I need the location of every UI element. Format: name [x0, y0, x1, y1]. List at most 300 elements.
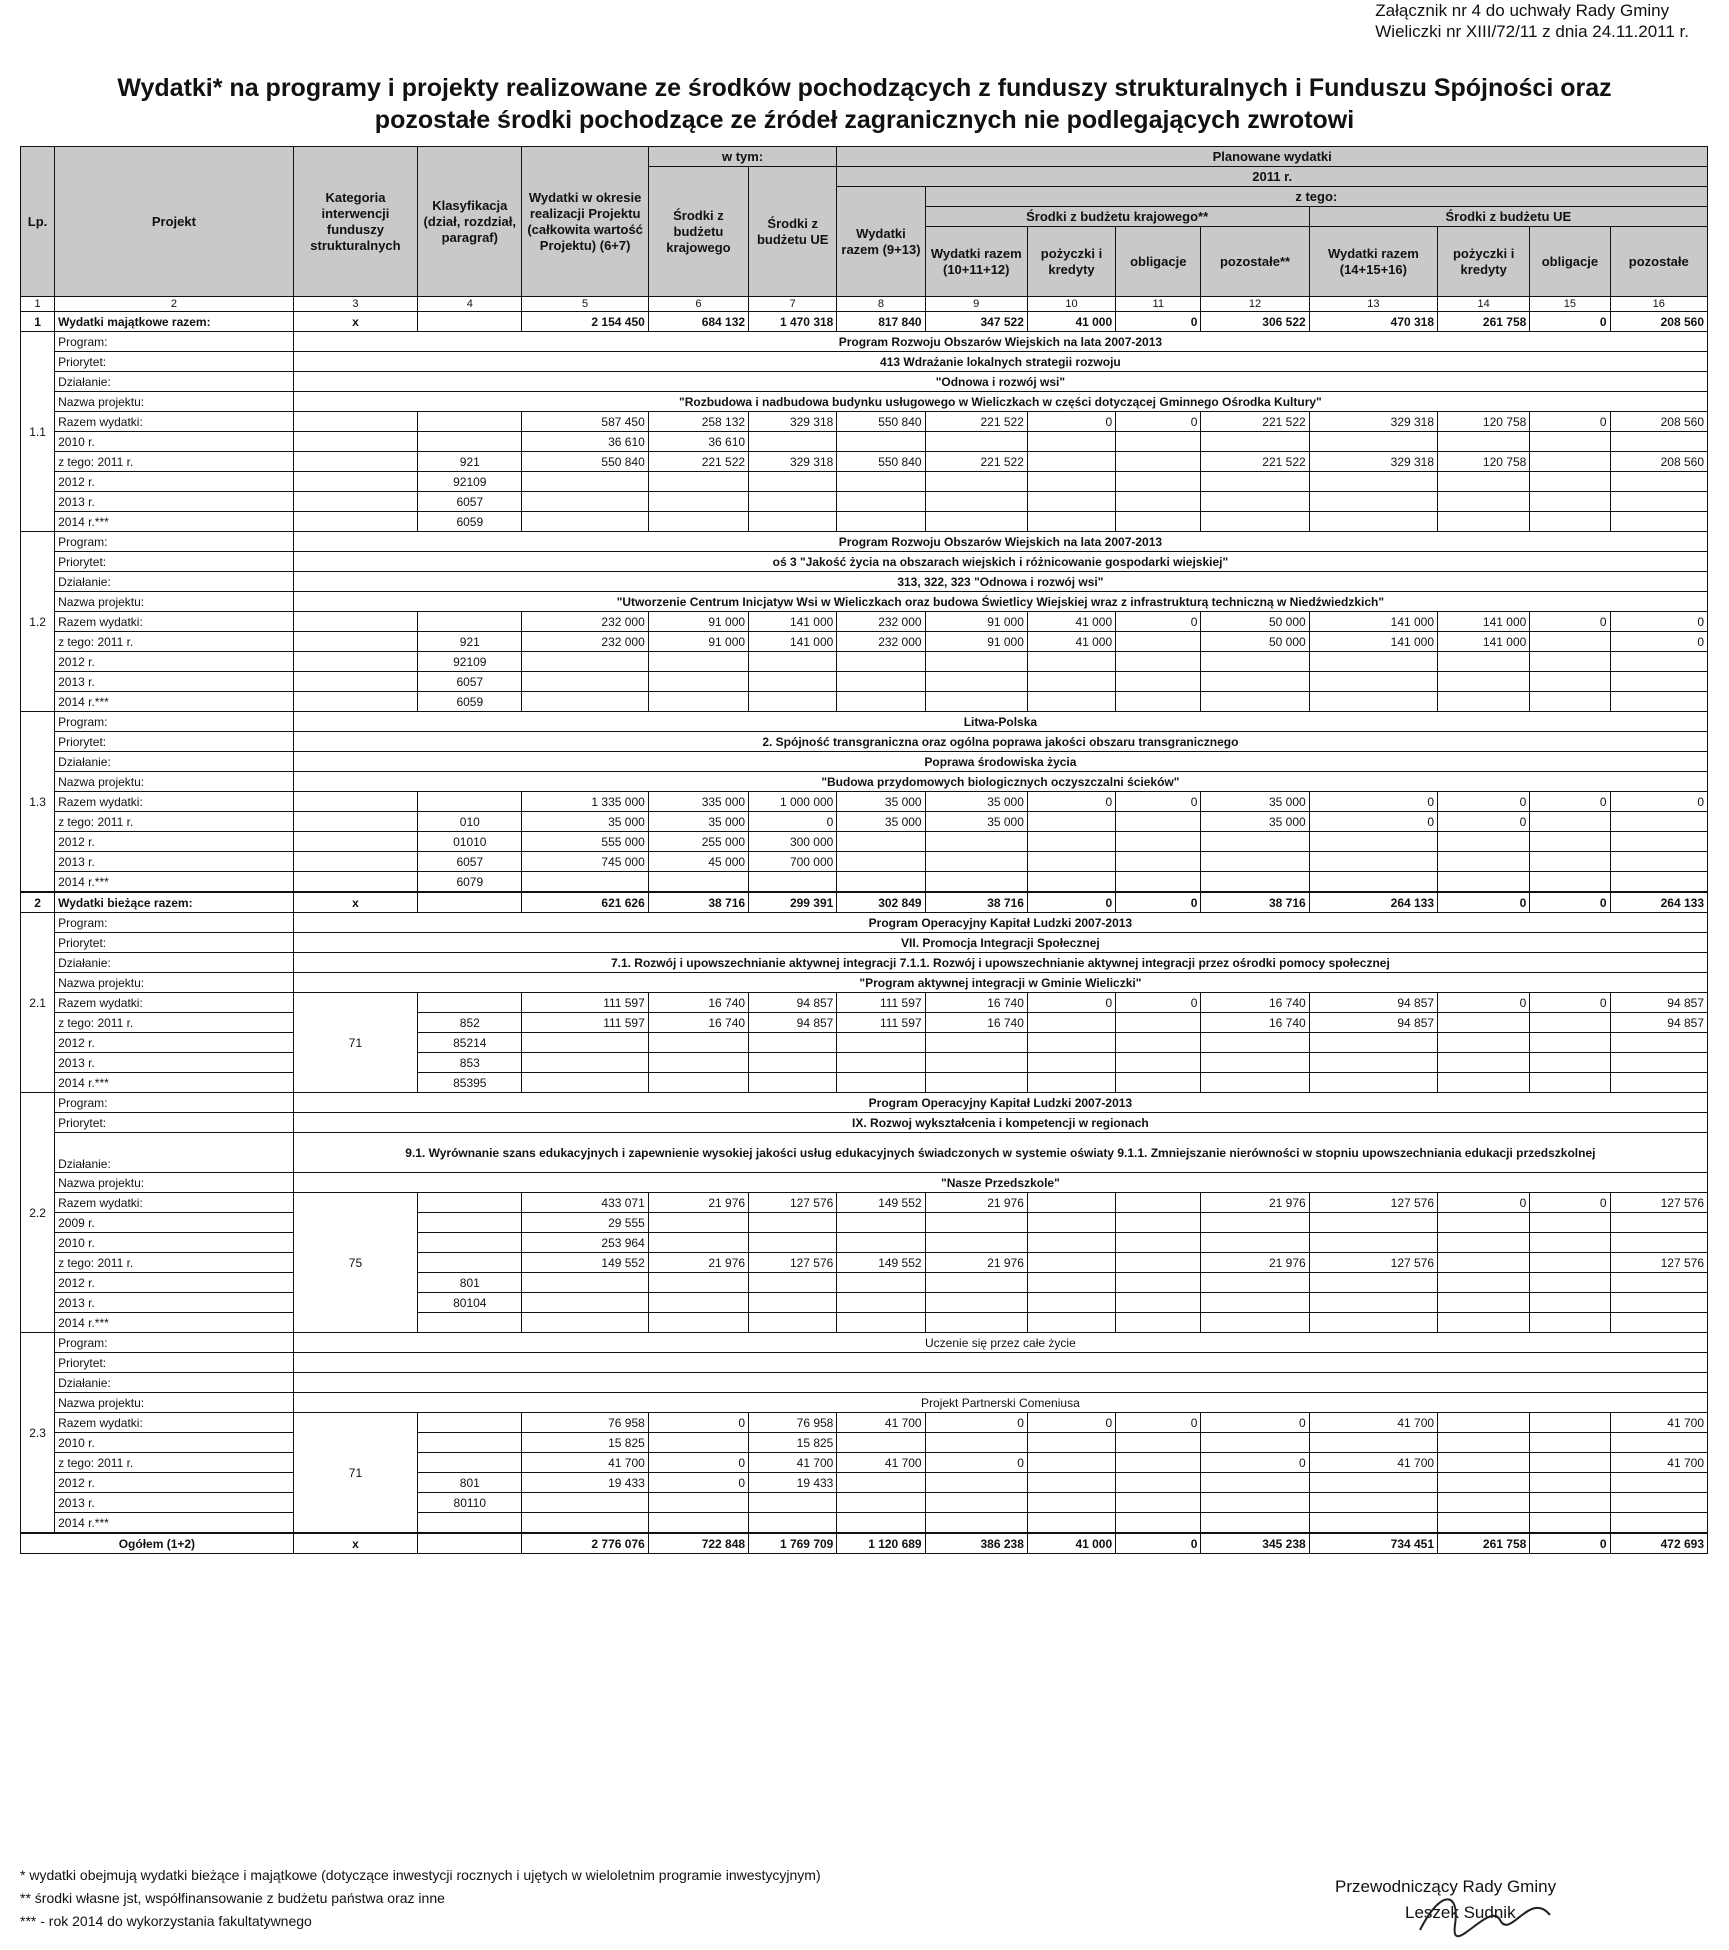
value-cell: [522, 652, 648, 672]
value-cell: [1309, 492, 1437, 512]
label-dzialanie: Działanie:: [55, 372, 294, 392]
label-nazwa: Nazwa projektu:: [55, 592, 294, 612]
p22-razem-row: [21, 1193, 1708, 1213]
value-cell: 221 522: [925, 452, 1027, 472]
value-cell: [1438, 1013, 1530, 1033]
signature-name: Leszek Sudnik: [1405, 1903, 1516, 1922]
klas-code: 853: [418, 1053, 522, 1073]
value-cell: [1309, 1073, 1437, 1093]
value-cell: 36 610: [522, 432, 648, 452]
value-cell: [1309, 1473, 1437, 1493]
value-cell: [1610, 812, 1707, 832]
p22-dzialanie-row: [21, 1133, 1708, 1173]
value-cell: [1438, 692, 1530, 712]
value-cell: [1116, 472, 1201, 492]
value-cell: 2 776 076: [522, 1533, 648, 1554]
p23-dzialanie-row: [21, 1373, 1708, 1393]
p13-dzialanie-row: [21, 752, 1708, 772]
value-cell: 232 000: [522, 632, 648, 652]
value-cell: 0: [1530, 993, 1610, 1013]
value-cell: 261 758: [1438, 312, 1530, 332]
lp-cell: 2.3: [21, 1333, 55, 1534]
label-program: Program:: [55, 712, 294, 732]
dzialanie-name: "Odnowa i rozwój wsi": [293, 372, 1707, 392]
label-2012: 2012 r.: [55, 472, 294, 492]
value-cell: [1027, 1193, 1115, 1213]
value-cell: 0: [925, 1413, 1027, 1433]
p22-2011-row: [21, 1253, 1708, 1273]
value-cell: 0: [1027, 892, 1115, 913]
value-cell: [1027, 1253, 1115, 1273]
value-cell: 111 597: [522, 993, 648, 1013]
label-2011: z tego: 2011 r.: [55, 632, 294, 652]
value-cell: 734 451: [1309, 1533, 1437, 1554]
value-cell: [648, 472, 748, 492]
value-cell: [1610, 492, 1707, 512]
project-name: "Utworzenie Centrum Inicjatyw Wsi w Wieliczkach oraz budowa Świetlicy Wiejskiej wraz z infrastrukturą techniczną w Niedźwiedzkich": [293, 592, 1707, 612]
footnote-1: * wydatki obejmują wydatki bieżące i majątkowe (dotyczące inwestycji rocznych i ujętych w wieloletnim programie inwestycyjnym): [20, 1867, 821, 1883]
value-cell: 0: [1530, 1193, 1610, 1213]
label-dzialanie: Działanie:: [55, 1133, 294, 1173]
label-2013: 2013 r.: [55, 492, 294, 512]
value-cell: [522, 1313, 648, 1333]
value-cell: [1438, 1433, 1530, 1453]
value-cell: [1116, 1013, 1201, 1033]
value-cell: [1530, 492, 1610, 512]
klas-code: 80110: [418, 1493, 522, 1513]
p23-priorytet-row: [21, 1353, 1708, 1373]
p11-priorytet-row: [21, 352, 1708, 372]
value-cell: [522, 1493, 648, 1513]
value-cell: [925, 1273, 1027, 1293]
priorytet-name: 2. Spójność transgraniczna oraz ogólna poprawa jakości obszaru transgranicznego: [293, 732, 1707, 752]
value-cell: [1201, 1273, 1309, 1293]
value-cell: [925, 432, 1027, 452]
klas-code: 6079: [418, 872, 522, 893]
value-cell: [837, 1273, 925, 1293]
value-cell: [1309, 852, 1437, 872]
value-cell: [837, 1213, 925, 1233]
value-cell: [749, 1233, 837, 1253]
label-priorytet: Priorytet:: [55, 732, 294, 752]
value-cell: 35 000: [1201, 792, 1309, 812]
value-cell: [837, 1053, 925, 1073]
value-cell: [749, 1513, 837, 1534]
col-pozostale-header: pozostałe: [1610, 227, 1707, 297]
p13-2011-row: [21, 812, 1708, 832]
z-tego-header: z tego:: [925, 187, 1707, 207]
value-cell: [837, 1513, 925, 1534]
value-cell: [1610, 672, 1707, 692]
value-cell: [1530, 872, 1610, 893]
label-program: Program:: [55, 1333, 294, 1353]
lp-cell: 1: [21, 312, 55, 332]
value-cell: [749, 1053, 837, 1073]
p13-priorytet-row: [21, 732, 1708, 752]
value-cell: [1201, 512, 1309, 532]
value-cell: [1027, 1213, 1115, 1233]
value-cell: [1027, 872, 1115, 893]
value-cell: [749, 432, 837, 452]
col-number: 10: [1027, 297, 1115, 312]
value-cell: 0: [1027, 993, 1115, 1013]
value-cell: [1309, 1293, 1437, 1313]
value-cell: [1201, 1313, 1309, 1333]
value-cell: 550 840: [837, 452, 925, 472]
value-cell: [749, 672, 837, 692]
value-cell: [1530, 1413, 1610, 1433]
p12-2011-row: [21, 632, 1708, 652]
value-cell: [1027, 1053, 1115, 1073]
value-cell: 41 000: [1027, 632, 1115, 652]
value-cell: [925, 1213, 1027, 1233]
value-cell: 472 693: [1610, 1533, 1707, 1554]
value-cell: 111 597: [522, 1013, 648, 1033]
grand-total-label: Ogółem (1+2): [21, 1533, 294, 1554]
klas-code: 801: [418, 1473, 522, 1493]
value-cell: 208 560: [1610, 412, 1707, 432]
col-pozyczki2-header: pożyczki i kredyty: [1438, 227, 1530, 297]
p22-2009-row: [21, 1213, 1708, 1233]
p13-razem-row: [21, 792, 1708, 812]
rok-2011-header: 2011 r.: [837, 167, 1708, 187]
value-cell: 0: [1438, 1193, 1530, 1213]
program-name: Litwa-Polska: [293, 712, 1707, 732]
value-cell: [925, 1493, 1027, 1513]
p22-2010-row: [21, 1233, 1708, 1253]
value-cell: [1610, 1033, 1707, 1053]
value-cell: [1438, 1033, 1530, 1053]
label-2013: 2013 r.: [55, 852, 294, 872]
column-numbers-row: [21, 297, 1708, 312]
dzialanie-name: 313, 322, 323 "Odnowa i rozwój wsi": [293, 572, 1707, 592]
value-cell: 127 576: [749, 1193, 837, 1213]
klas-code: 921: [418, 452, 522, 472]
value-cell: [1027, 652, 1115, 672]
value-cell: 21 976: [648, 1253, 748, 1273]
value-cell: [1610, 852, 1707, 872]
value-cell: [1116, 1473, 1201, 1493]
value-cell: [1530, 1433, 1610, 1453]
p12-razem-row: [21, 612, 1708, 632]
lp-cell: 1.1: [21, 332, 55, 532]
title-line-2: pozostałe środki pochodzące ze źródeł zagranicznych nie podlegających zwrotowi: [374, 106, 1355, 134]
p23-2011-row: [21, 1453, 1708, 1473]
value-cell: [1530, 852, 1610, 872]
p23-2014-row: [21, 1513, 1708, 1534]
klas-code: 92109: [418, 652, 522, 672]
p11-2010-row: [21, 432, 1708, 452]
program-name: Uczenie się przez całe życie: [293, 1333, 1707, 1353]
value-cell: [1530, 1493, 1610, 1513]
sb-ue-header: Środki z budżetu UE: [1309, 207, 1707, 227]
value-cell: [749, 1493, 837, 1513]
value-cell: [648, 1433, 748, 1453]
value-cell: 221 522: [1201, 452, 1309, 472]
value-cell: 91 000: [648, 632, 748, 652]
value-cell: [1201, 1293, 1309, 1313]
p11-razem-row: [21, 412, 1708, 432]
sb-krajowego-header: Środki z budżetu krajowego**: [925, 207, 1309, 227]
value-cell: 91 000: [925, 632, 1027, 652]
value-cell: 0: [1116, 312, 1201, 332]
value-cell: [1027, 1493, 1115, 1513]
value-cell: [837, 472, 925, 492]
col-number: 7: [749, 297, 837, 312]
value-cell: [1530, 1053, 1610, 1073]
value-cell: [1027, 1513, 1115, 1534]
value-cell: [1438, 1073, 1530, 1093]
value-cell: 15 825: [522, 1433, 648, 1453]
value-cell: 253 964: [522, 1233, 648, 1253]
value-cell: [1116, 1053, 1201, 1073]
label-dzialanie: Działanie:: [55, 572, 294, 592]
klas-code: 921: [418, 632, 522, 652]
label-nazwa: Nazwa projektu:: [55, 392, 294, 412]
klas-code: 85395: [418, 1073, 522, 1093]
label-razem: Razem wydatki:: [55, 612, 294, 632]
value-cell: [749, 1073, 837, 1093]
value-cell: [1309, 1433, 1437, 1453]
value-cell: [1438, 832, 1530, 852]
value-cell: 0: [1438, 892, 1530, 913]
value-cell: [1610, 1473, 1707, 1493]
value-cell: 141 000: [749, 612, 837, 632]
lp-cell: 1.3: [21, 712, 55, 893]
label-2010: 2010 r.: [55, 1433, 294, 1453]
value-cell: [648, 1273, 748, 1293]
x-mark: x: [293, 1533, 417, 1554]
value-cell: [1610, 1273, 1707, 1293]
value-cell: [749, 1213, 837, 1233]
value-cell: [648, 1293, 748, 1313]
value-cell: [1116, 492, 1201, 512]
p22-nazwa-row: [21, 1173, 1708, 1193]
value-cell: [925, 1513, 1027, 1534]
value-cell: 232 000: [522, 612, 648, 632]
value-cell: 0: [1027, 792, 1115, 812]
page-title: [0, 72, 1729, 136]
value-cell: [837, 1033, 925, 1053]
value-cell: [522, 1513, 648, 1534]
value-cell: [925, 1473, 1027, 1493]
value-cell: 91 000: [925, 612, 1027, 632]
p13-2012-row: [21, 832, 1708, 852]
value-cell: [1610, 1233, 1707, 1253]
section-1-total-row: [21, 312, 1708, 332]
value-cell: [1116, 812, 1201, 832]
value-cell: 0: [1438, 792, 1530, 812]
label-2012: 2012 r.: [55, 1033, 294, 1053]
col-srodki-ue-header: Środki z budżetu UE: [749, 167, 837, 297]
value-cell: 1 335 000: [522, 792, 648, 812]
col-wydatki-razem-header: Wydatki razem (9+13): [837, 187, 925, 297]
value-cell: [1530, 1233, 1610, 1253]
col-number: 1: [21, 297, 55, 312]
value-cell: [1201, 872, 1309, 893]
value-cell: [837, 1473, 925, 1493]
section-name: Wydatki majątkowe razem:: [55, 312, 294, 332]
value-cell: [648, 1233, 748, 1253]
value-cell: [522, 1073, 648, 1093]
p11-nazwa-row: [21, 392, 1708, 412]
value-cell: [749, 492, 837, 512]
value-cell: [1530, 1253, 1610, 1273]
value-cell: [1027, 1033, 1115, 1053]
value-cell: [1530, 1073, 1610, 1093]
value-cell: 0: [1116, 612, 1201, 632]
value-cell: [1027, 832, 1115, 852]
value-cell: [1201, 1033, 1309, 1053]
value-cell: [648, 1033, 748, 1053]
value-cell: [749, 1293, 837, 1313]
attachment-line-2: Wieliczki nr XIII/72/11 z dnia 24.11.2011 r.: [1375, 22, 1689, 41]
value-cell: 0: [1610, 612, 1707, 632]
value-cell: [1201, 1513, 1309, 1534]
label-2014: 2014 r.***: [55, 1313, 294, 1333]
lp-cell: 2.2: [21, 1093, 55, 1333]
value-cell: [1530, 632, 1610, 652]
value-cell: [1438, 1313, 1530, 1333]
program-name: Program Rozwoju Obszarów Wiejskich na lata 2007-2013: [293, 332, 1707, 352]
value-cell: 120 758: [1438, 412, 1530, 432]
value-cell: 38 716: [1201, 892, 1309, 913]
value-cell: [1610, 1513, 1707, 1534]
value-cell: 141 000: [749, 632, 837, 652]
value-cell: 149 552: [837, 1253, 925, 1273]
value-cell: 41 700: [1610, 1413, 1707, 1433]
label-2012: 2012 r.: [55, 1473, 294, 1493]
col-number: 16: [1610, 297, 1707, 312]
value-cell: [1027, 852, 1115, 872]
value-cell: [1438, 1253, 1530, 1273]
value-cell: 0: [1610, 632, 1707, 652]
klas-code: 92109: [418, 472, 522, 492]
value-cell: [925, 1293, 1027, 1313]
value-cell: [749, 1033, 837, 1053]
priorytet-name: 413 Wdrażanie lokalnych strategii rozwoju: [293, 352, 1707, 372]
value-cell: [1309, 472, 1437, 492]
value-cell: [925, 1313, 1027, 1333]
program-name: Program Operacyjny Kapitał Ludzki 2007-2013: [293, 913, 1707, 933]
value-cell: [1116, 692, 1201, 712]
value-cell: [522, 1273, 648, 1293]
value-cell: [648, 1213, 748, 1233]
label-2014: 2014 r.***: [55, 512, 294, 532]
label-2014: 2014 r.***: [55, 692, 294, 712]
section-name: Wydatki bieżące razem:: [55, 892, 294, 913]
label-dzialanie: Działanie:: [55, 1373, 294, 1393]
value-cell: 19 433: [749, 1473, 837, 1493]
value-cell: [749, 472, 837, 492]
value-cell: [1530, 1013, 1610, 1033]
value-cell: [522, 512, 648, 532]
value-cell: 41 700: [1610, 1453, 1707, 1473]
value-cell: 1 120 689: [837, 1533, 925, 1554]
klas-code: 6057: [418, 672, 522, 692]
p23-2010-row: [21, 1433, 1708, 1453]
value-cell: 745 000: [522, 852, 648, 872]
value-cell: [648, 872, 748, 893]
value-cell: [837, 1233, 925, 1253]
value-cell: 94 857: [749, 993, 837, 1013]
value-cell: 127 576: [1610, 1253, 1707, 1273]
p11-program-row: [21, 332, 1708, 352]
value-cell: [1610, 1073, 1707, 1093]
value-cell: 0: [1027, 1413, 1115, 1433]
p12-dzialanie-row: [21, 572, 1708, 592]
p21-2011-row: [21, 1013, 1708, 1033]
value-cell: 41 700: [1309, 1413, 1437, 1433]
value-cell: [837, 1433, 925, 1453]
value-cell: [1438, 652, 1530, 672]
expenditure-table: [20, 146, 1708, 1554]
value-cell: 141 000: [1309, 612, 1437, 632]
value-cell: 16 740: [1201, 1013, 1309, 1033]
p11-2012-row: [21, 472, 1708, 492]
value-cell: [1530, 1473, 1610, 1493]
value-cell: 0: [1309, 792, 1437, 812]
value-cell: [522, 692, 648, 712]
header-row-1: [21, 147, 1708, 167]
col-number: 3: [293, 297, 417, 312]
value-cell: 0: [1530, 1533, 1610, 1554]
value-cell: [1530, 1513, 1610, 1534]
value-cell: 16 740: [925, 1013, 1027, 1033]
value-cell: 38 716: [925, 892, 1027, 913]
value-cell: 41 000: [1027, 312, 1115, 332]
value-cell: [1201, 692, 1309, 712]
value-cell: 41 000: [1027, 1533, 1115, 1554]
label-2009: 2009 r.: [55, 1213, 294, 1233]
value-cell: 127 576: [1309, 1193, 1437, 1213]
value-cell: [1309, 1273, 1437, 1293]
value-cell: [1438, 872, 1530, 893]
label-2014: 2014 r.***: [55, 872, 294, 893]
grand-total-row: [21, 1533, 1708, 1554]
label-2011: z tego: 2011 r.: [55, 1013, 294, 1033]
planowane-header: Planowane wydatki: [837, 147, 1708, 167]
value-cell: [1309, 1053, 1437, 1073]
p11-dzialanie-row: [21, 372, 1708, 392]
value-cell: [1201, 672, 1309, 692]
value-cell: 149 552: [522, 1253, 648, 1273]
value-cell: 50 000: [1201, 612, 1309, 632]
col-wydatki-razem-10-12-header: Wydatki razem (10+11+12): [925, 227, 1027, 297]
p22-program-row: [21, 1093, 1708, 1113]
value-cell: [1201, 1473, 1309, 1493]
value-cell: 261 758: [1438, 1533, 1530, 1554]
value-cell: 94 857: [1309, 1013, 1437, 1033]
value-cell: 345 238: [1201, 1533, 1309, 1554]
value-cell: [925, 672, 1027, 692]
value-cell: 0: [1116, 892, 1201, 913]
value-cell: 433 071: [522, 1193, 648, 1213]
value-cell: 722 848: [648, 1533, 748, 1554]
value-cell: [1027, 1233, 1115, 1253]
col-number: 2: [55, 297, 294, 312]
value-cell: 41 700: [837, 1453, 925, 1473]
value-cell: [1610, 432, 1707, 452]
value-cell: [648, 1513, 748, 1534]
value-cell: [749, 512, 837, 532]
value-cell: [1201, 1433, 1309, 1453]
label-program: Program:: [55, 332, 294, 352]
p21-dzialanie-row: [21, 953, 1708, 973]
value-cell: 0: [1116, 1533, 1201, 1554]
value-cell: 35 000: [648, 812, 748, 832]
value-cell: [1027, 1313, 1115, 1333]
